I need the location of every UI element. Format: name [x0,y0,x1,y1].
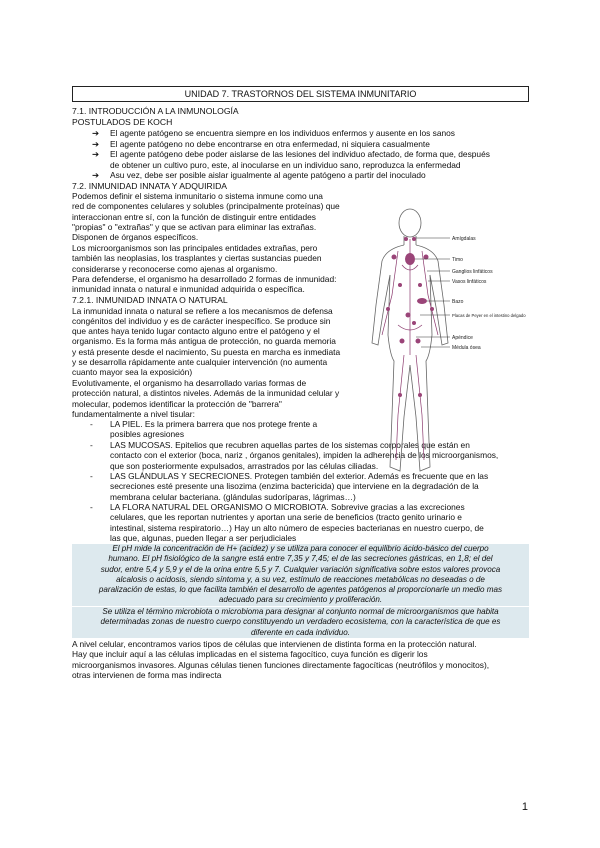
figure-label: Apéndice [452,335,473,341]
section-7-1-heading: 7.1. INTRODUCCIÓN A LA INMUNOLOGÍA [72,106,239,116]
figure-label: Médula ósea [452,345,481,351]
page-number: 1 [521,801,528,813]
figure-label: Amígdalas [452,236,476,242]
ph-note: El pH mide la concentración de H+ (acidez) y se utiliza para conocer el equilibrio ácido-básico del cuerpo humano. El pH fisiológico de la sangre está entre 7,35 y 7,45; el de las secreciones gástricas, en 1,8; el del sudor, entre 5,4 y 5,9 y el de la orina entre 5,5 y 7. Cualquier variación significativa sobre estos valores provoca alcalosis o acidosis, siendo síntoma y, a su vez, estímulo de reacciones metabólicas no deseadas o de paralización de estas, lo que facilita también el desarrollo de agentes patógenos al proporcionarle un medio mas adecuado para su crecimiento y proliferación. [72,544,529,606]
paragraph-foreign-entities: Los microorganismos son las principales entidades extrañas, pero también las neoplasias, los trasplantes y ciertas sustancias pueden considerarse y reconocerse como ajenas al organismo. [72,243,322,274]
koch-item: ➔ El agente patógeno debe poder aislarse de las lesiones del individuo afectado, de forma que, después [92,149,490,159]
figure-label: Timo [452,257,463,263]
lymphatic-system-figure [368,205,530,490]
figure-label: Ganglios linfáticos [452,269,493,275]
koch-item: ➔ El agente patógeno se encuentra siempre en los individuos enfermos y ausente en los sanos [92,128,455,138]
barrier-item-microbiota: - LA FLORA NATURAL DEL ORGANISMO O MICROBIOTA. Sobrevive gracias a las excreciones celulares, que les reportan nutrientes y aportan una serie de beneficios (tracto genito urinario e intestinal, sistema respiratorio…) Hay un alto número de especies bacterianas en nuestro cuerpo, de las que, algunas, pueden llegar a ser perjudiciales [90,502,484,543]
paragraph-immune-system: Podemos definir el sistema inmunitario o sistema inmune como una red de componentes celulares y solubles (principalmente proteínas) que interaccionan entre sí, con la función de distinguir entre entidades "propias" o "extrañas" y que se activan para eliminar las extrañas. Disponen de órganos específicos. [72,191,340,243]
microbiota-note: Se utiliza el término microbiota o microbioma para designar al conjunto normal de microorganismos que habita determinadas zonas de nuestro cuerpo constituyendo un verdadero ecosistema, con la característica de que es diferente en cada individuo. [72,607,529,638]
koch-item: ➔ El agente patógeno no debe encontrarse en otra enfermedad, ni siquiera casualmente [92,138,430,149]
barrier-item-glands: - LAS GLÁNDULAS Y SECRECIONES. Protegen también del exterior. Además es frecuente que en las secreciones esté presente una lisozima (enzima bactericida) que interviene en la degradación de la membrana celular bacteriana. (glándulas sudoríparas, lágrimas…) [90,471,489,502]
unit-title: UNIDAD 7. TRASTORNOS DEL SISTEMA INMUNITARIO [72,86,529,102]
figure-label: Bazo [452,299,464,305]
section-7-2-heading: 7.2. INMUNIDAD INNATA Y ADQUIRIDA [72,180,228,191]
koch-item: ➔ Asu vez, debe ser posible aislar igualmente al agente patógeno a partir del inoculado [92,170,426,180]
section-7-2-1-heading: 7.2.1. INMUNIDAD INNATA O NATURAL [72,295,228,305]
koch-item-continued: de obtener un cultivo puro, este, al inocularse en un individuo sano, reproduzca la enfermedad [110,159,461,170]
barrier-item-mucosa: - LAS MUCOSAS. Epitelios que recubren aquellas partes de los sistemas corporales que están en contacto con el exterior (boca, nariz , órganos genitales), impiden la adherencia de los microorganismos, que son posteriormente expulsados, arrastrados por las células ciliadas. [90,440,499,471]
paragraph-immunity-forms: Para defenderse, el organismo ha desarrollado 2 formas de inmunidad: inmunidad innata o natural e inmunidad adquirida o específica. [72,274,337,295]
figure-label: Vasos linfáticos [452,279,487,285]
figure-label: Placas de Peyer en el intestino delgado [452,313,526,318]
paragraph-innate-immunity: La inmunidad innata o natural se refiere a los mecanismos de defensa congénitos del individuo y es de carácter inespecífico. Se produce sin que antes haya tenido lugar contacto alguno entre el patógeno y el organismo. Es la forma más antigua de protección, no guarda memoria y está presente desde el nacimiento, Su puesta en marcha es inmediata y se desarrolla rápidamente ante cualquier intervención (no aumenta cuanto mayor sea la exposición) [72,305,341,378]
paragraph-barrier-protection: Evolutivamente, el organismo ha desarrollado varias formas de protección natural, a distintos niveles. Además de la inmunidad celular y molecular, podemos identificar la protección de "barrera" fundamentalmente a nivel tisular: [72,378,340,419]
paragraph-cellular-level: A nivel celular, encontramos varios tipos de células que intervienen de distinta forma en la protección natural. Hay que incluir aquí a las células implicadas en el sistema fagocítico, cuya función es digerir los microorganismos invasores. Algunas células tienen funciones directamente fagocíticas (neutrófilos y monocitos), otras intervienen de forma mas indirecta [72,639,490,680]
barrier-item-skin: - LA PIEL. Es la primera barrera que nos protege frente a posibles agresiones [90,419,318,440]
koch-heading: POSTULADOS DE KOCH [72,117,173,127]
